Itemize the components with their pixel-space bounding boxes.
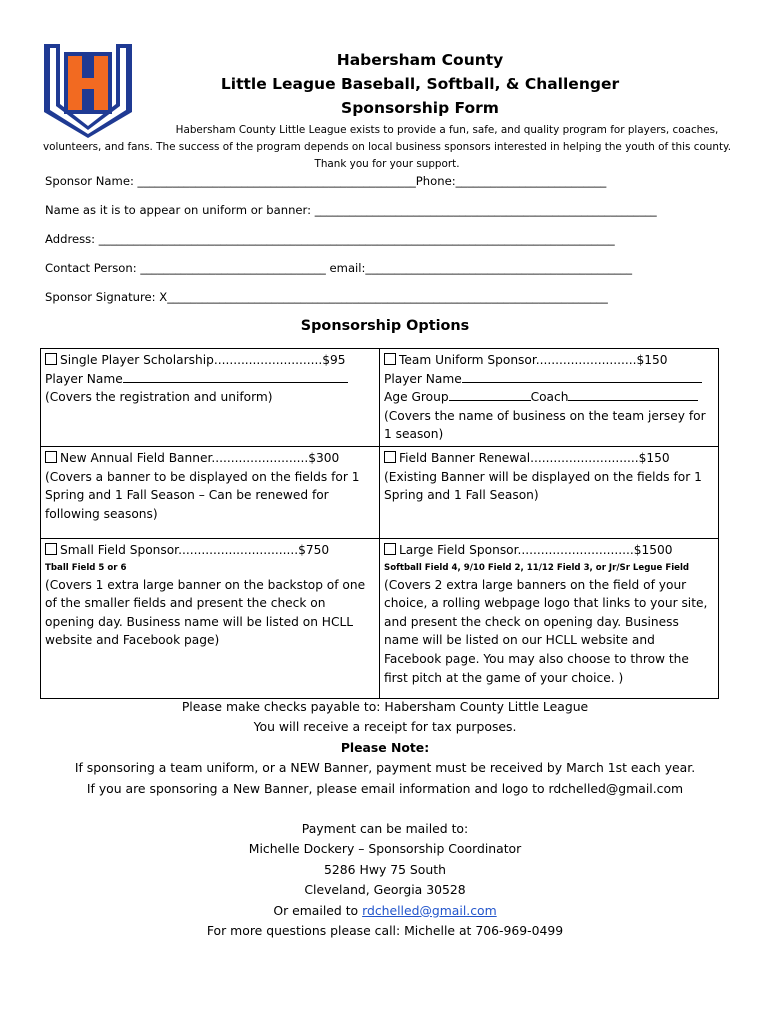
player-name-label: Player Name — [45, 371, 123, 386]
large-field-sub: Softball Field 4, 9/10 Field 2, 11/12 Field 3, or Jr/Sr Legue Field — [384, 562, 690, 573]
phone-line: For more questions please call: Michelle at 706-969-0499 — [206, 923, 564, 939]
intro-line-1: Habersham County Little League exists to provide a fun, safe, and quality program for players, coaches, — [175, 124, 719, 136]
small-field-sub: Tball Field 5 or 6 — [45, 562, 127, 573]
single-player-label: Single Player Scholarship............................$95 — [60, 353, 346, 367]
team-uniform-desc: (Covers the name of business on the team jersey for 1 season) — [384, 408, 706, 442]
small-field-desc: (Covers 1 extra large banner on the backstop of one of the smaller fields and present the check on opening day. Business name will be listed on HCLL website and Facebook page) — [45, 577, 366, 648]
email-line — [0, 901, 770, 921]
mail-name: Michelle Dockery – Sponsorship Coordinator — [248, 841, 522, 857]
mail-title: Payment can be mailed to: — [301, 821, 469, 837]
coach-label: Coach — [530, 390, 569, 405]
banner-renewal-desc: (Existing Banner will be displayed on the fields for 1 Spring and 1 Fall Season) — [384, 469, 702, 503]
age-group-label: Age Group — [384, 390, 449, 405]
single-player-desc: (Covers the registration and uniform) — [45, 390, 273, 405]
small-field-checkbox[interactable] — [45, 543, 57, 555]
coach-line[interactable] — [568, 388, 698, 401]
title-line-3: Sponsorship Form — [341, 99, 499, 117]
banner-renewal-checkbox[interactable] — [384, 451, 396, 463]
new-banner-label: New Annual Field Banner.........................$300 — [60, 450, 340, 465]
option-banner-renewal — [380, 446, 719, 538]
team-uniform-checkbox[interactable] — [384, 353, 396, 365]
mail-city: Cleveland, Georgia 30528 — [304, 882, 466, 898]
sponsorship-options-table — [40, 348, 719, 699]
option-team-uniform — [380, 349, 719, 447]
option-large-field — [380, 538, 719, 698]
receipt-note: You will receive a receipt for tax purposes. — [253, 719, 517, 735]
age-group-line[interactable] — [449, 388, 531, 401]
single-player-checkbox[interactable] — [45, 353, 57, 365]
team-uniform-label: Team Uniform Sponsor..........................$150 — [399, 353, 668, 367]
signature-field[interactable]: Sponsor Signature: X____________________________________________________________________________ — [45, 290, 608, 304]
note-email-logo: If you are sponsoring a New Banner, please email information and logo to rdchelled@gmail.com — [86, 780, 684, 796]
mail-street: 5286 Hwy 75 South — [324, 861, 446, 877]
small-field-label: Small Field Sponsor...............................$750 — [60, 542, 330, 557]
address-field[interactable]: Address: _________________________________________________________________________________________ — [45, 232, 615, 246]
option-small-field — [41, 538, 380, 698]
team-player-name-label: Player Name — [384, 371, 462, 386]
email-prefix: Or emailed to — [273, 902, 363, 918]
options-heading: Sponsorship Options — [300, 318, 470, 334]
note-deadline: If sponsoring a team uniform, or a NEW Banner, payment must be received by March 1st each year. — [74, 760, 696, 776]
banner-renewal-label: Field Banner Renewal............................$150 — [399, 450, 670, 465]
new-banner-checkbox[interactable] — [45, 451, 57, 463]
sponsor-name-field[interactable]: Sponsor Name: ________________________________________________Phone:__________________________ — [45, 174, 607, 188]
large-field-desc: (Covers 2 extra large banners on the field of your choice, a rolling webpage logo that links to your site, and present the check on opening day. Business name will be listed on our HCLL website and Facebook page. You may also choose to throw the first pitch at the game of your choice. ) — [384, 577, 708, 685]
team-player-name-line[interactable] — [462, 370, 702, 383]
title-line-2: Little League Baseball, Softball, & Challenger — [220, 75, 620, 93]
player-name-line[interactable] — [123, 370, 348, 383]
email-link[interactable]: rdchelled@gmail.com — [362, 902, 497, 918]
checks-payable: Please make checks payable to: Habersham County Little League — [181, 699, 589, 714]
uniform-name-field[interactable]: Name as it is to appear on uniform or banner: ___________________________________________________________ — [45, 203, 657, 217]
large-field-label: Large Field Sponsor..............................$1500 — [399, 542, 673, 557]
new-banner-desc: (Covers a banner to be displayed on the fields for 1 Spring and 1 Fall Season – Can be renewed for following seasons) — [45, 469, 360, 521]
intro-line-2: volunteers, and fans. The success of the program depends on local business sponsors interested in helping the youth of this county. — [42, 141, 732, 153]
intro-line-3: Thank you for your support. — [314, 158, 460, 170]
large-field-checkbox[interactable] — [384, 543, 396, 555]
contact-email-field[interactable]: Contact Person: ________________________________ email:______________________________________________ — [45, 261, 633, 275]
option-single-player — [41, 349, 380, 447]
option-new-banner — [41, 446, 380, 538]
form-title — [200, 48, 640, 120]
intro-paragraph — [42, 122, 732, 173]
footer — [0, 697, 770, 941]
title-line-1: Habersham County — [336, 51, 504, 69]
please-note: Please Note: — [340, 739, 430, 755]
